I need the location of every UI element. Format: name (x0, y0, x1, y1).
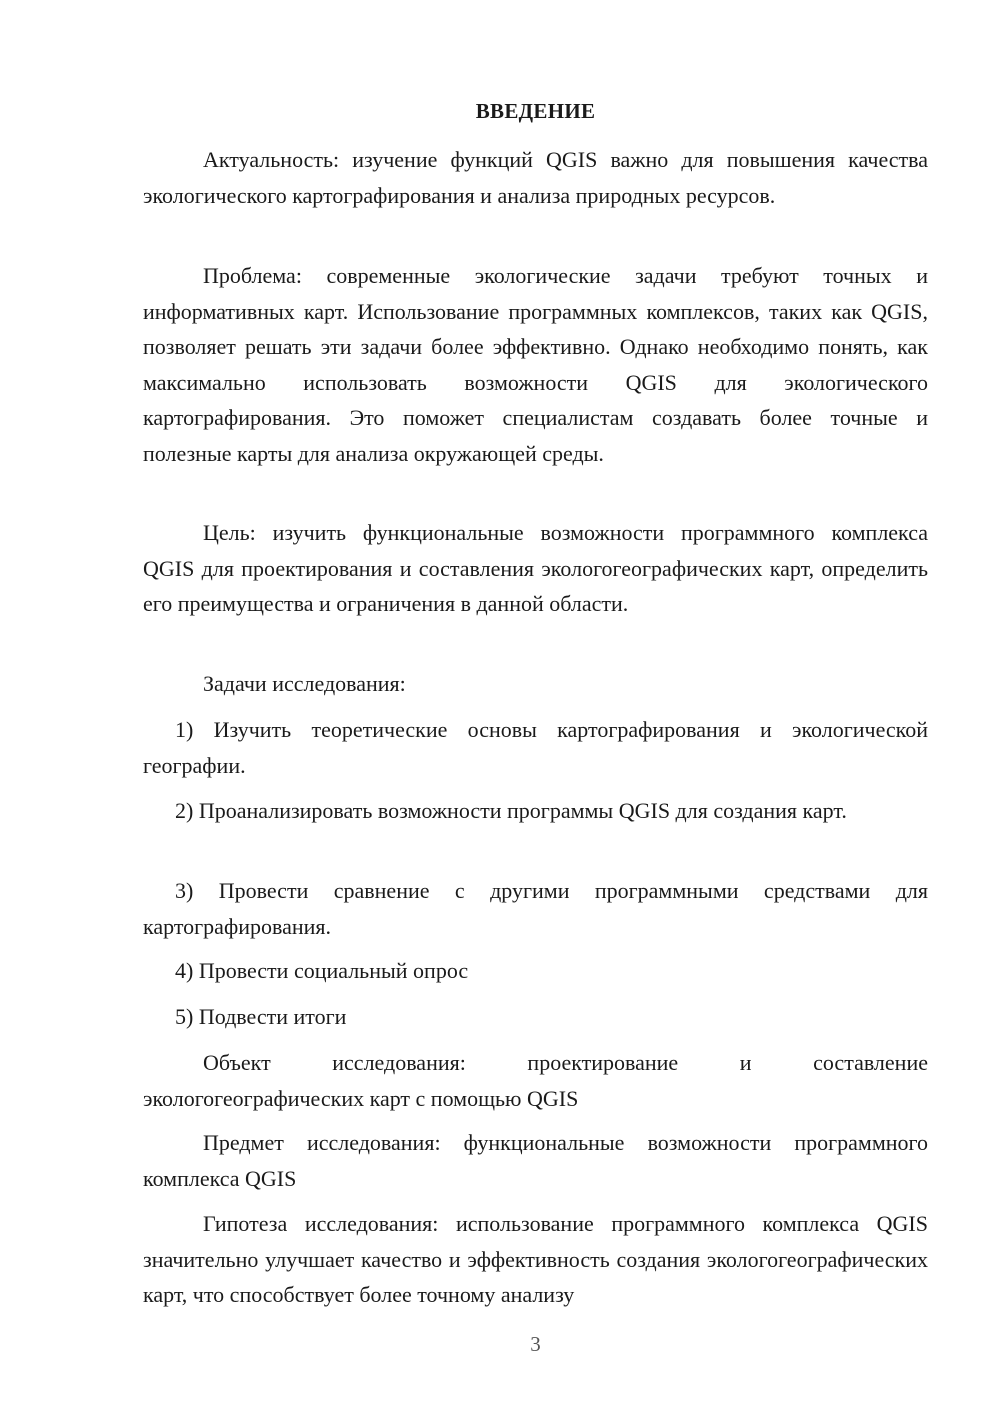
task-item-3: 3) Провести сравнение с другими программными средствами для картографирования. (143, 878, 928, 939)
problem-paragraph: Проблема: современные экологические задачи требуют точных и информативных карт. Использование программных комплексов, таких как QGIS, позволяет решать эти задачи более эффективно. Однако необходимо понять, как максимально использовать возможности QGIS для экологического картографирования. Это поможет специалистам создавать более точные и полезные карты для анализа окружающей среды. (143, 263, 928, 466)
hypothesis-paragraph: Гипотеза исследования: использование программного комплекса QGIS значительно улучшает качество и эффективность создания экологогеографических карт, что способствует более точному анализу (143, 1211, 928, 1307)
section-title: ВВЕДЕНИЕ (475, 99, 596, 123)
subject-paragraph: Предмет исследования: функциональные возможности программного комплекса QGIS (143, 1130, 928, 1191)
object-paragraph: Объект исследования: проектирование и составление экологогеографических карт с помощью QGIS (143, 1050, 928, 1111)
page-number: 3 (530, 1332, 541, 1356)
task-item-5: 5) Подвести итоги (175, 1004, 347, 1029)
relevance-paragraph: Актуальность: изучение функций QGIS важно для повышения качества экологического картографирования и анализа природных ресурсов. (143, 147, 928, 208)
task-item-2: 2) Проанализировать возможности программы QGIS для создания карт. (175, 798, 847, 823)
tasks-heading: Задачи исследования: (203, 671, 406, 696)
goal-paragraph: Цель: изучить функциональные возможности программного комплекса QGIS для проектирования и составления экологогеографических карт, определить его преимущества и ограничения в данной области. (143, 520, 928, 616)
task-item-4: 4) Провести социальный опрос (175, 958, 469, 983)
task-item-1: 1) Изучить теоретические основы картографирования и экологической географии. (143, 717, 928, 778)
